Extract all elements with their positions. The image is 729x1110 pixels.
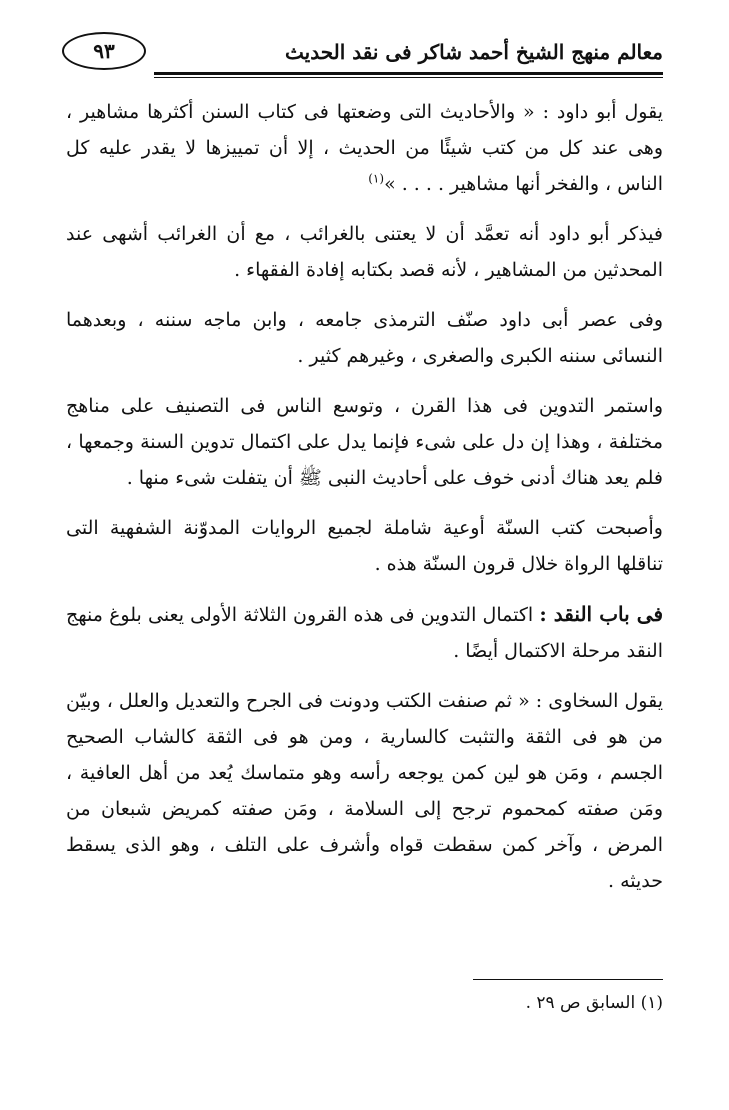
paragraph-2-text: فيذكر أبو داود أنه تعمَّد أن لا يعتنى بالغرائب ، مع أن الغرائب أشهى عند المحدثين من المشاهير ، لأنه قصد بكتابه إفادة الفقهاء . <box>66 223 663 281</box>
paragraph-4-text: واستمر التدوين فى هذا القرن ، وتوسع الناس فى التصنيف على مناهج مختلفة ، وهذا إن دل على شىء فإنما يدل على اكتمال تدوين السنة وجمعها ، فلم يعد هناك أدنى خوف على أحاديث النبى ﷺ أن يتفلت شىء منها . <box>66 395 663 489</box>
page-number: ٩٣ <box>93 39 115 63</box>
header-rule-thin <box>154 77 663 78</box>
paragraph-3-text: وفى عصر أبى داود صنّف الترمذى جامعه ، وابن ماجه سننه ، وبعدهما النسائى سننه الكبرى والصغرى ، وغيرهم كثير . <box>66 309 663 367</box>
paragraph-7-text: يقول السخاوى : « ثم صنفت الكتب ودونت فى الجرح والتعديل والعلل ، وبيّن من هو فى الثقة والتثبت كالسارية ، ومن هو فى الثقة كالشاب الصحيح الجسم ، ومَن هو لين كمن يوجعه رأسه وهو متماسك يُعد من أهل العافية ، ومَن صفته كمحموم ترجح إلى السلامة ، ومَن صفته كمريض شبعان من المرض ، وآخر كمن سقطت قواه وأشرف على التلف ، وهو الذى يسقط حديثه . <box>66 690 663 892</box>
paragraph-6 <box>66 596 663 669</box>
paragraph-1-text: يقول أبو داود : « والأحاديث التى وضعتها فى كتاب السنن أكثرها مشاهير ، وهى عند كل من كتب شيئًا من الحديث ، إلا أن تمييزها لا يقدر عليه كل الناس ، والفخر أنها مشاهير . . . . » <box>66 101 663 195</box>
section-lead: فى باب النقد : <box>539 602 664 626</box>
main-text <box>66 94 663 913</box>
footnote: (١) السابق ص ٢٩ . <box>525 993 663 1013</box>
footnote-divider <box>473 979 663 980</box>
paragraph-4 <box>66 388 663 496</box>
header-rule <box>154 72 663 75</box>
paragraph-1 <box>66 94 663 202</box>
running-title: معالم منهج الشيخ أحمد شاكر فى نقد الحديث <box>285 40 663 64</box>
paragraph-3 <box>66 302 663 374</box>
paragraph-2 <box>66 216 663 288</box>
paragraph-5-text: وأصبحت كتب السنّة أوعية شاملة لجميع الروايات المدوّنة الشفهية التى تناقلها الرواة خلال قرون السنّة هذه . <box>66 517 663 575</box>
page-number-badge <box>62 32 146 70</box>
paragraph-6-text: اكتمال التدوين فى هذه القرون الثلاثة الأولى يعنى بلوغ منهج النقد مرحلة الاكتمال أيضًا . <box>66 604 663 662</box>
paragraph-5 <box>66 510 663 582</box>
footnote-marker: (١) <box>368 171 385 186</box>
page-header <box>62 22 663 78</box>
paragraph-7 <box>66 683 663 899</box>
